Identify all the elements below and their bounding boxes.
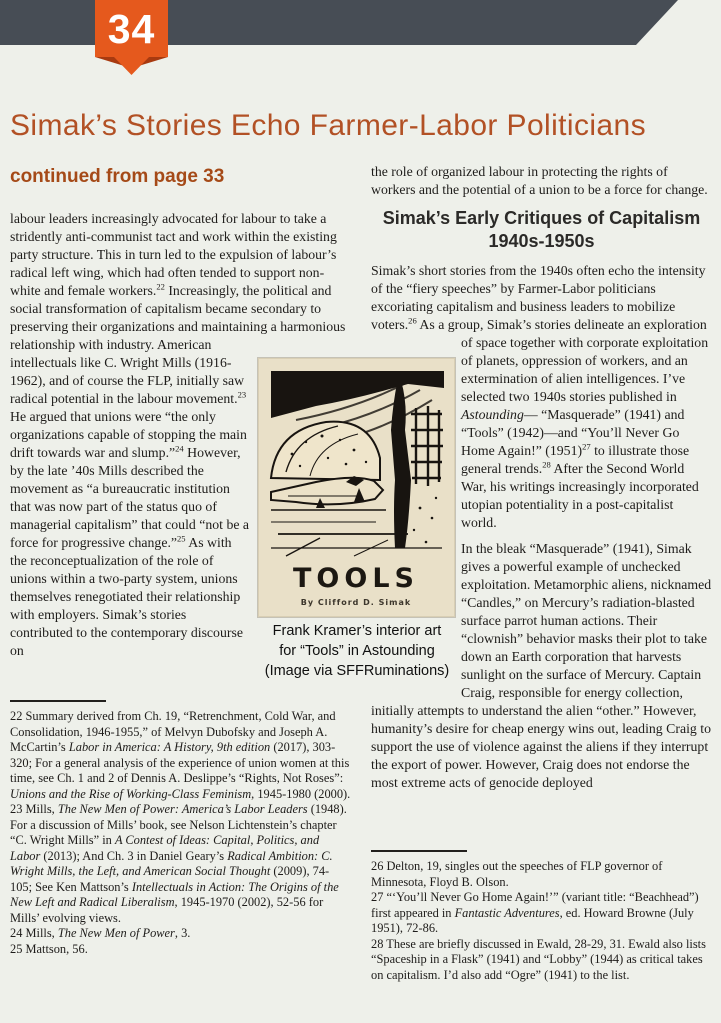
footnote-rule [10,700,106,702]
footnote-rule [371,850,467,852]
caption-line: (Image via SFFRuminations) [264,663,450,679]
caption-line: for “Tools” in Astounding [279,643,435,659]
page-number-box [95,0,168,57]
footnotes-right [371,850,712,983]
art-title: TOOLS [293,563,419,594]
footnote-24: 24 Mills, The New Men of Power, 3. [10,926,191,940]
pulp-illustration [258,358,455,617]
footnote-23: 23 Mills, The New Men of Power: America’s Labor Leaders (1948). For a discussion of Mills’ book, see Nelson Lichtenstein’s chapter “C. Wright Mills” in A Contest of Ideas: Capital, Politics, and Labor (2013); And Ch. 3 in Daniel Geary’s Radical Ambition: C. Wright Mills, the Left, and American Social Thought (2009), 74-105; See Ken Mattson’s Intellectuals in Action: The Origins of the New Left and Radical Liberalism, 1945-1970 (2002), 52-56 for Mills’ evolving views. [10,802,347,925]
body-paragraph: In the bleak “Masquerade” (1941), Simak gives a powerful example of unchecked exploitation. Metamorphic aliens, nicknamed “Candles,” on Mercury’s radiation-blasted surface parrot human actions. Their “clownish” behavior masks their plot to take down an Earth corporation that harvests sunlight on the surface of Mercury. Captain Craig, responsible for energy collection, initially attempts to understand the alien “other.” However, humanity’s desire for cheap energy wins out, leading Craig to support the use of violence against the aliens if they interrupt the export of power. However, Craig does not endorse the most extreme acts of genocide deployed [371,541,712,790]
footnote-28: 28 These are briefly discussed in Ewald, 28-29, 31. Ewald also lists “Spaceship in a Flask” (1941) and “Lobby” (1944) as critical takes on capitalism. I’d also add “Ogre” (1941) to the list. [371,936,706,982]
page-title: Simak’s Stories Echo Farmer-Labor Politicians [10,109,647,142]
footnotes-left [10,700,351,957]
art-tower [411,406,443,486]
badge-ribbon-fold [95,57,168,75]
page-number: 34 [107,6,156,52]
caption-line: Frank Kramer’s interior art [272,623,442,639]
section-heading-line1: Simak’s Early Critiques of Capitalism [382,208,701,228]
footnote-26: 26 Delton, 19, singles out the speeches of FLP governor of Minnesota, Floyd B. Olson. [371,859,663,889]
figure-caption [240,621,474,681]
section-heading-line2: 1940s-1950s [488,231,595,251]
body-paragraph: the role of organized labour in protecting the rights of workers and the potential of a union to be a force for change. [371,164,708,197]
footnote-22: 22 Summary derived from Ch. 19, “Retrenchment, Cold War, and Consolidation, 1946-1955,” of Melvyn Dubofsky and Joseph A. McCartin’s Labor in America: A History, 9th edition (2017), 303-320; For a general analysis of the experience of union women at this time, see Ch. 1 and 2 of Dennis A. Deslippe’s “Rights, Not Roses”: Unions and the Rise of Working-Class Feminism, 1945-1980 (2000). [10,709,351,801]
footnote-25: 25 Mattson, 56. [10,941,88,956]
body-paragraph: labour leaders increasingly advocated for labour to take a stridently anti-communist tact and work within the existing party structure. This in turn led to the expulsion of labour’s radical left wing, which had often tended to support non-white and female workers.$^{22}$ Increasingly, the political and social transformation of capitalism became secondary to preserving their organizations and maintaining a harmonious relationship with industry. American intellectuals like C. Wright Mills (1916-1962), and of course the FLP, initially saw radical potential in the labour movement.$^{23}$ He argued that unions were “the only organizations capable of stopping the main drift towards war and slump.”$^{24}$ However, by the late ’40s Mills described the movement as “a bureaucratic institution that was now part of the status quo of managerial capitalism” that could “not be a force for progressive change.”$^{25}$ As with the reconceptualization of the role of unions within a two-party system, unions themselves renegotiated their relationship with employers. Simak’s stories contributed to the contemporary discourse on [10,211,346,658]
body-paragraph: Simak’s short stories from the 1940s often echo the intensity of the “fiery speeches” by Farmer-Labor politicians excoriating capitalism and business leaders to mobilize voters.$^{26}$ As a group, Simak’s stories delineate an exploration of space together with corporate exploitation of planets, oppression of workers, and an extermination of alien intelligences. I’ve selected two 1940s stories published in Astounding— “Masquerade” (1941) and “Tools” (1942)—and “You’ll Never Go Home Again!” $(1951)^{27}$ to illustrate those general trends.$^{28}$ After the Second World War, his writings increasingly incorporated utopian potentiality in a post-capitalist world. [371,263,709,530]
continued-note: continued from page 33 [10,166,225,187]
page-number-badge [95,0,168,75]
footnote-27: 27 “‘You’ll Never Go Home Again!’” (variant title: “Beachhead”) first appeared in Fantastic Adventures, ed. Howard Browne (July 1951), 72-86. [371,890,699,935]
figure-art-tools [258,358,455,617]
art-byline: By Clifford D. Simak [300,598,412,607]
